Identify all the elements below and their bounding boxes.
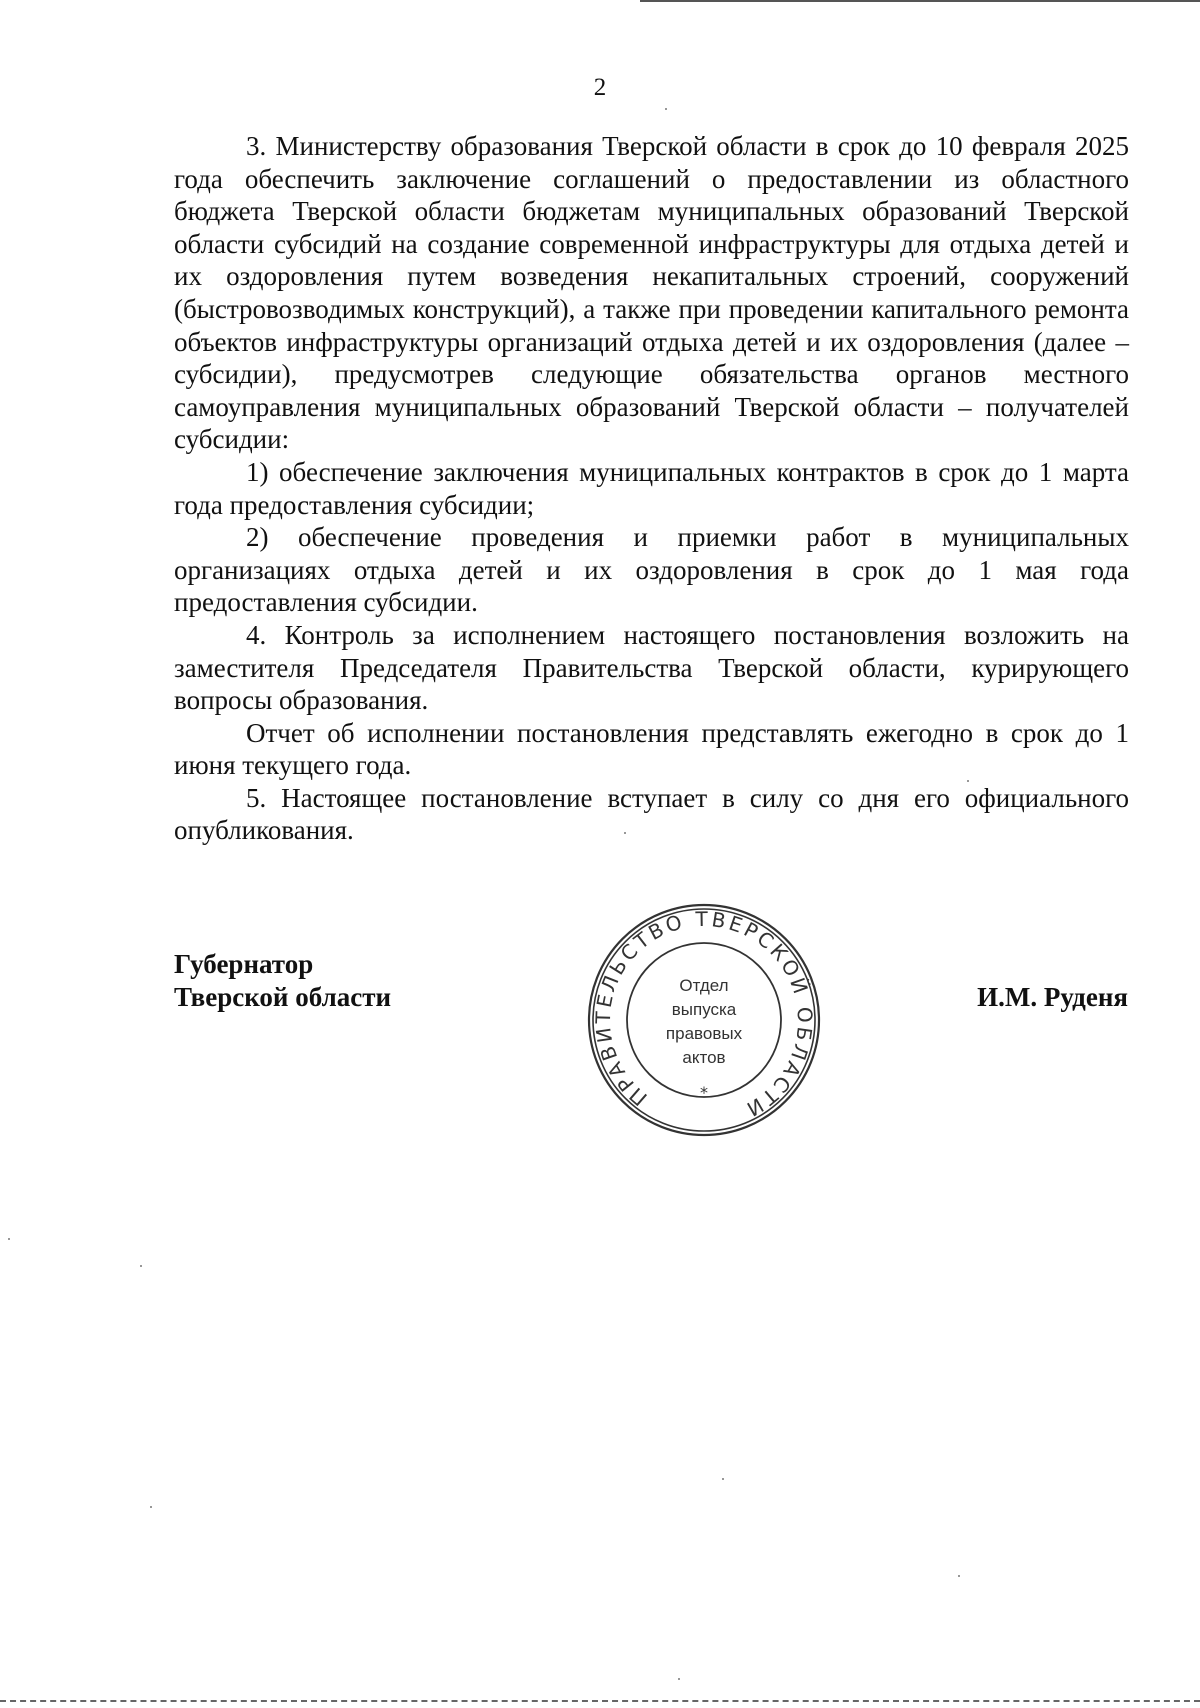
scan-speck <box>665 108 667 110</box>
scan-speck <box>722 1478 724 1480</box>
signatory-position-line-2: Тверской области <box>174 982 392 1012</box>
signatory-name: И.М. Руденя <box>977 982 1128 1012</box>
paragraph-4: 4. Контроль за исполнением настоящего постановления возложить на заместителя Председателя Правительства Тверской области, курирующего вопросы образования. <box>174 619 1129 716</box>
official-stamp <box>587 903 821 1137</box>
signatory-position <box>174 948 391 1014</box>
paragraph-4-report: Отчет об исполнении постановления представлять ежегодно в срок до 1 июня текущего года. <box>174 717 1129 781</box>
scan-top-edge <box>640 0 1200 2</box>
scan-bottom-edge <box>0 1700 1200 1702</box>
signatory-position-line-1: Губернатор <box>174 949 314 979</box>
paragraph-3: 3. Министерству образования Тверской области в срок до 10 февраля 2025 года обеспечить заключение соглашений о предоставлении из областного бюджета Тверской области бюджетам муниципальных образований Тверской области субсидий на создание современной инфраструктуры для отдыха детей и их оздоровления путем возведения некапитальных строений, сооружений (быстровозводимых конструкций), а также при проведении капитального ремонта объектов инфраструктуры организаций отдыха детей и их оздоровления (далее – субсидии), предусмотрев следующие обязательства органов местного самоуправления муниципальных образований Тверской области – получателей субсидии: <box>174 131 1129 455</box>
document-body <box>174 130 1129 847</box>
scan-speck <box>150 1506 152 1508</box>
scan-speck <box>624 832 626 834</box>
scan-speck <box>140 1265 142 1267</box>
stamp-ring-text: ПРАВИТЕЛЬСТВО ТВЕРСКОЙ ОБЛАСТИ <box>590 906 818 1122</box>
paragraph-3-item-2: 2) обеспечение проведения и приемки работ в муниципальных организациях отдыха детей и их оздоровления в срок до 1 мая года предоставления субсидии. <box>174 522 1129 618</box>
scan-speck <box>8 1238 10 1240</box>
paragraph-3-item-1: 1) обеспечение заключения муниципальных контрактов в срок до 1 марта года предоставления субсидии; <box>174 456 1129 520</box>
stamp-inner-line-1: Отдел <box>679 976 729 995</box>
stamp-inner-line-4: актов <box>682 1048 726 1067</box>
paragraph-5: 5. Настоящее постановление вступает в силу со дня его официального опубликования. <box>174 782 1129 846</box>
scan-speck <box>967 780 969 782</box>
scan-speck <box>958 1575 960 1577</box>
stamp-inner-line-3: правовых <box>665 1024 743 1043</box>
stamp-star: * <box>700 1083 708 1102</box>
stamp-inner-line-2: выпуска <box>671 1000 737 1019</box>
page-number: 2 <box>593 74 607 101</box>
stamp-inner-ring <box>627 943 781 1097</box>
scan-speck <box>678 1678 680 1680</box>
